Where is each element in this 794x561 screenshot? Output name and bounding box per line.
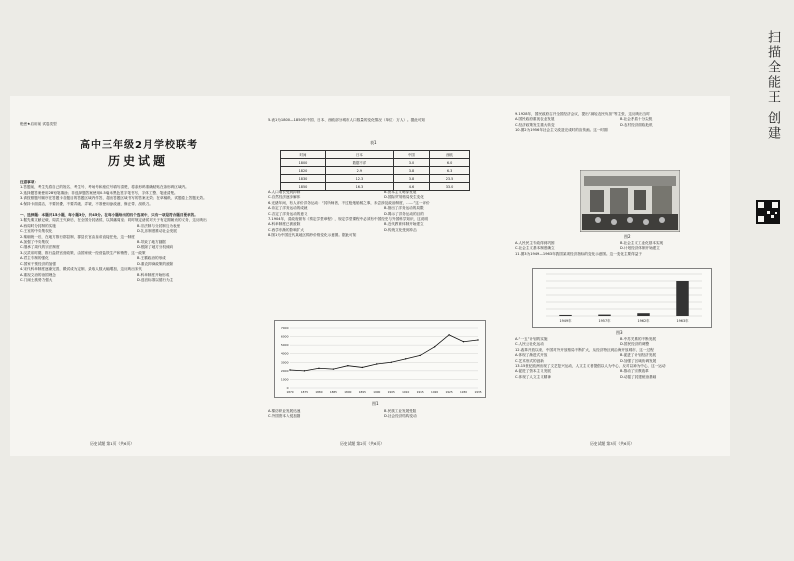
line-point — [347, 365, 348, 366]
question-6: 6.光绪年间，有人评价洋务运动：“其所师者，不过枪炮船械之事，未尝涉及政治制度，……”这一评价 — [268, 200, 430, 205]
table-cell: 2.9 — [325, 167, 393, 175]
q2-option-b[interactable]: B.导致了地方割据 — [137, 240, 166, 245]
q6-option-c[interactable]: C.否定了洋务运动的意义 — [268, 211, 308, 216]
table-cell: 6.3 — [430, 167, 470, 175]
q5-option-c[interactable]: C.自然经济逐步解体 — [268, 195, 301, 200]
q7-option-c[interactable]: C.西学东渐的影响扩大 — [268, 227, 304, 232]
question-13: 13.15世纪欧洲出现了文艺复兴运动，人文主义者提倡以人为中心，反对以神为中心，这一运动 — [515, 364, 666, 369]
bar — [637, 313, 649, 316]
q6-option-b[interactable]: B.指出了洋务运动的局限 — [384, 206, 424, 211]
line-x-tick-label: 1935 — [474, 390, 482, 394]
table-header-cell: 时间 — [281, 151, 326, 159]
line-x-tick-label: 1880 — [315, 390, 323, 394]
line-x-tick-label: 1925 — [445, 390, 453, 394]
table-header-cell: 中国 — [393, 151, 429, 159]
q6-options — [268, 206, 500, 217]
table-cell: 16.3 — [325, 183, 393, 191]
q1-option-b[interactable]: B.宗法制与分封制互为表里 — [137, 223, 181, 228]
q9-option-c[interactable]: C.经济政策发生重大转变 — [515, 122, 555, 127]
line-y-tick-label: 5000 — [280, 343, 289, 348]
table-cell: 3.8 — [393, 167, 429, 175]
q7-options — [268, 222, 500, 233]
illustration-caption: 图2 — [624, 234, 631, 239]
page-footer-3: 历史试题 第3页（共6页） — [590, 441, 635, 446]
table-cell: 1830 — [281, 175, 326, 183]
line-x-tick-label: 1890 — [344, 390, 352, 394]
q2-option-d[interactable]: D.根除了地方分权倾向 — [137, 245, 174, 250]
table-cell: 3.0 — [393, 159, 429, 167]
q7-option-b[interactable]: B.近代教育体制开始建立 — [384, 222, 424, 227]
question-4: 4.宋代科举制度逐渐完善，殿试成为定制，录取人数大幅增加，这反映出宋代 — [20, 267, 143, 272]
question-8: 8.图1为中国近代某地区棉纱价格变化示意图。据此可知 — [268, 233, 357, 238]
q13-option-b[interactable]: B.推动了宗教改革 — [620, 369, 649, 374]
line-y-tick-label: 4000 — [280, 351, 289, 356]
q4-option-a[interactable]: A.重视文治的治国理念 — [20, 272, 56, 277]
line-y-tick-label: 0 — [286, 386, 289, 390]
q5-option-d[interactable]: D.国际贸易格局发生变化 — [384, 195, 424, 200]
q11-option-a[interactable]: A.“一五”计划的实施 — [515, 337, 548, 341]
q11-option-d[interactable]: D.国民经济的调整 — [620, 342, 650, 347]
line-point — [448, 334, 449, 335]
page-footer-2: 历史试题 第2页（共6页） — [340, 441, 385, 446]
bar — [676, 281, 688, 316]
q3-options — [20, 256, 254, 267]
q9-option-b[interactable]: B.社会矛盾十分尖锐 — [620, 117, 653, 122]
line-chart-frame — [275, 321, 486, 398]
q13-options — [515, 369, 725, 380]
bar — [559, 315, 571, 316]
q10-option-b[interactable]: B.社会主义工业化基本实现 — [620, 241, 664, 245]
table-caption: 表1 — [370, 140, 377, 145]
line-point — [391, 362, 392, 363]
q2-option-a[interactable]: A.加强了中央集权 — [20, 240, 49, 245]
q10-options — [515, 241, 725, 252]
exam-subtitle: 历史试题 — [108, 154, 169, 168]
q12-option-a[interactable]: A.体现了渐进式开放 — [515, 353, 548, 358]
line-point — [376, 363, 377, 364]
q7-option-d[interactable]: D.传统文化受到冲击 — [384, 227, 417, 232]
column-3-middle — [515, 241, 725, 267]
note-4: 4.保持卡面清洁，不要折叠，不要弄破、弄皱，不准使用涂改液、修正带、刮纸刀。 — [20, 201, 153, 206]
line-x-tick-label: 1870 — [286, 390, 294, 394]
q9-option-a[interactable]: A.国民政府重视农业发展 — [515, 117, 555, 122]
q5-option-b[interactable]: B.资本主义萌芽发展 — [384, 190, 417, 194]
q9-options — [515, 117, 725, 128]
q12-option-c[interactable]: C.艺术形式的创新 — [515, 358, 544, 363]
q3-option-b[interactable]: B.王霸政治的形成 — [137, 256, 166, 261]
q7-option-a[interactable]: A.科举制度已被废除 — [268, 222, 301, 227]
table-cell: 6.0 — [430, 159, 470, 167]
q1-option-c[interactable]: C.王室的中央集权化 — [20, 229, 53, 234]
exam-title: 高中三年级2月学校联考 — [80, 140, 198, 151]
line-point — [333, 368, 334, 369]
q2-option-c[interactable]: C.继承了周代的宗法制度 — [20, 245, 60, 250]
table-header-cell: 西欧 — [430, 151, 470, 159]
line-y-tick-label: 2000 — [280, 368, 289, 373]
q8-option-c[interactable]: C.外国资本入侵加剧 — [268, 414, 301, 419]
q5-options — [268, 190, 500, 201]
bar-x-tick-label: 1957年 — [598, 319, 611, 323]
table-header-row — [281, 151, 470, 159]
table-cell: 23.5 — [430, 175, 470, 183]
line-y-tick-label: 7000 — [280, 326, 289, 330]
question-10: 10.图2为1956年社会主义改造完成时的宣传画。这一时期 — [515, 128, 608, 133]
q8-option-b[interactable]: B.民族工业发展受阻 — [384, 409, 417, 413]
page-footer-1: 历史试题 第1页（共6页） — [90, 441, 135, 446]
q4-option-c[interactable]: C.门阀士族势力强大 — [20, 277, 53, 282]
table-cell: 3.8 — [393, 175, 429, 183]
q2-options — [20, 240, 254, 251]
notes-label: 注意事项： — [20, 180, 38, 184]
bar-x-tick-label: 1963年 — [676, 319, 689, 323]
line-point — [477, 339, 478, 340]
q8-options-wrap — [268, 409, 500, 429]
line-x-tick-label: 1930 — [459, 390, 468, 394]
table-cell: 4.6 — [393, 183, 429, 191]
line-x-tick-label: 1915 — [416, 390, 424, 394]
q8-option-a[interactable]: A.棉纺织业发展迅速 — [268, 409, 301, 413]
line-x-tick-label: 1895 — [358, 390, 366, 394]
q12-option-d[interactable]: D.加强了区域协调发展 — [620, 358, 657, 363]
q1-options — [20, 224, 254, 235]
bar — [598, 315, 610, 316]
line-x-tick-label: 1905 — [387, 390, 395, 394]
line-point — [463, 341, 464, 342]
q11-option-b[interactable]: B.中苏关系的不断发展 — [620, 337, 656, 341]
q12-option-b[interactable]: B.促进了计划经济发展 — [620, 353, 656, 358]
column-1 — [20, 180, 254, 440]
line-point — [289, 369, 290, 370]
column-3-bottom — [515, 337, 725, 437]
column-2-middle — [268, 190, 500, 316]
q8-option-d[interactable]: D.社会经济结构变动 — [384, 414, 417, 419]
table-cell: 数据不详 — [325, 159, 393, 167]
q12-options — [515, 353, 725, 364]
q3-option-c[interactable]: C.国家干预经济的加强 — [20, 261, 56, 266]
q3-option-d[interactable]: D.重农抑商政策的废除 — [137, 261, 174, 266]
question-9: 9.1928年，国民政府召开全国经济会议，提出“减轻农民负担”等主张，这反映出当时 — [515, 112, 650, 116]
line-x-tick-label: 1920 — [431, 390, 439, 394]
q8-options — [268, 409, 500, 420]
line-chart-caption: 图1 — [372, 401, 379, 406]
q10-option-a[interactable]: A.人民民主专政得到巩固 — [515, 241, 555, 245]
header-note: 绝密★启用前 试卷类型 — [20, 122, 57, 126]
question-5: 5.表1为1800—1850年中国、日本、西欧部分城市人口数量的变化情况（单位：万人）。据此可知 — [268, 118, 425, 122]
question-1: 1.据先秦文献记载，周武王灭商后，在全国分封诸侯，以屏藩周室；同时规定诸侯对天子有定期朝贡的义务，这反映出 — [20, 218, 207, 223]
q3-option-a[interactable]: A.君主专制的强化 — [20, 256, 49, 261]
line-y-tick-label: 3000 — [280, 360, 289, 365]
table-row — [281, 175, 470, 183]
table-row — [281, 167, 470, 175]
table-cell: 12.3 — [325, 175, 393, 183]
line-x-tick-label: 1875 — [300, 390, 309, 394]
scanner-watermark: 扫描全能王 创建 — [765, 30, 780, 142]
q11-option-c[interactable]: C.人民公社化运动 — [515, 342, 544, 347]
table-cell: 33.0 — [430, 183, 470, 191]
bar-x-tick-label: 1949年 — [559, 319, 572, 323]
column-2-top — [268, 118, 500, 148]
q6-option-d[interactable]: D.揭示了洋务运动的目的 — [384, 211, 424, 216]
note-1: 1.答题前，考生先将自己的姓名、考生号、考场号和座位号填写清楚，将条形码准确粘贴在条形码区域内。 — [20, 185, 189, 190]
data-table — [280, 150, 470, 191]
line-y-tick-label: 6000 — [280, 334, 289, 339]
table-cell: 1800 — [281, 159, 326, 167]
bar-x-tick-label: 1962年 — [637, 319, 650, 323]
bar-chart-caption: 图3 — [616, 330, 623, 335]
line-chart — [274, 320, 486, 398]
q4-option-b[interactable]: B.科举制度开始形成 — [137, 272, 170, 277]
q13-option-d[interactable]: D.动摇了封建统治基础 — [620, 374, 657, 379]
question-3: 3.汉武帝时期，推行盐铁官营政策，由国家统一经营盐铁生产和销售，这一政策 — [20, 250, 146, 255]
table-cell: 1850 — [281, 183, 326, 191]
question-2: 2.秦朝统一后，在地方推行郡县制，郡县长官由皇帝直接任免，这一制度 — [20, 234, 135, 239]
q1-option-a[interactable]: A.西周时分封制的实施 — [20, 223, 56, 228]
line-point — [419, 355, 420, 356]
bar-chart — [532, 268, 712, 328]
exam-sheet — [10, 96, 730, 456]
line-point — [318, 368, 319, 369]
table-header-cell: 日本 — [325, 151, 393, 159]
q11-options — [515, 337, 725, 348]
column-3-top — [515, 112, 725, 170]
question-11: 11.图3为1949—1963年我国某项经济指标的变化示意图。这一变化主要得益于 — [515, 251, 642, 256]
line-x-tick-label: 1885 — [329, 390, 337, 394]
line-y-tick-label: 1000 — [280, 377, 289, 382]
line-x-tick-label: 1900 — [373, 390, 381, 394]
q1-option-d[interactable]: D.礼乐制度推动社会发展 — [137, 229, 177, 234]
q10-option-c[interactable]: C.社会主义基本制度确立 — [515, 246, 555, 251]
question-12: 12.改革开放以来，中国对外开放格局不断扩大，从经济特区到沿海开放城市，这一过程 — [515, 347, 654, 352]
section1-heading: 一、选择题：本题共15小题，每小题3分，共45分。在每小题给出的四个选项中，只有一项是符合题目要求的。 — [20, 213, 198, 218]
line-point — [362, 367, 363, 368]
q9-option-d[interactable]: D.农村经济面临危机 — [620, 122, 653, 127]
question-7: 7.1904年，清政府颁布《奏定学堂章程》，规定学堂课程中必须有中国经史与外国科学知识，这说明 — [268, 217, 428, 222]
q10-option-d[interactable]: D.计划经济体制开始建立 — [620, 246, 660, 251]
propaganda-illustration — [580, 170, 680, 232]
q13-option-a[interactable]: A.促进了资本主义发展 — [515, 369, 551, 374]
line-x-tick-label: 1910 — [402, 390, 410, 394]
line-point — [304, 370, 305, 371]
q4-option-d[interactable]: D.选官标准以德行为主 — [137, 277, 174, 282]
table-row — [281, 159, 470, 167]
note-2: 2.选择题答案使用2B铅笔填涂；非选择题答案使用0.5毫米黑色签字笔书写，字体工整、笔迹清楚。 — [20, 190, 178, 195]
table-cell: 1820 — [281, 167, 326, 175]
note-3: 3.请按照题号顺序在答题卡各题目的答题区域内作答，超出答题区域书写的答案无效；在草稿纸、试题卷上答题无效。 — [20, 196, 207, 201]
q6-option-a[interactable]: A.肯定了洋务运动的成就 — [268, 206, 308, 211]
q4-options — [20, 273, 254, 284]
qr-code-icon — [756, 200, 780, 224]
line-point — [434, 346, 435, 347]
q5-option-a[interactable]: A.人口增长受到抑制 — [268, 190, 301, 194]
q13-option-c[interactable]: C.体现了人文主义精神 — [515, 374, 551, 379]
line-point — [405, 358, 406, 359]
